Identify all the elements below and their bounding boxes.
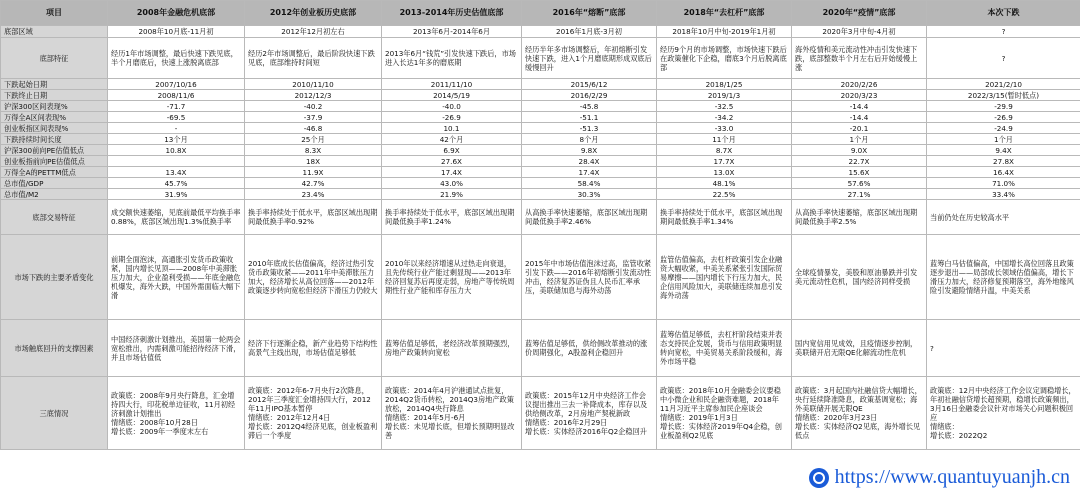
cell: -45.8: [522, 101, 657, 112]
row-label: 底部特征: [1, 38, 108, 79]
cell: 2020/2/26: [792, 79, 927, 90]
row-mcap-m2: [1, 189, 1080, 200]
cell: 58.4%: [522, 178, 657, 189]
cell: 42.7%: [245, 178, 382, 189]
cell: 27.6X: [382, 156, 522, 167]
cell: 政策底：3月起国内社融信贷大幅增长，央行延续降准降息，政策基调宽松；海外美联储开展无限QE 情绪底：2020年3月23日 增长底：实体经济Q2见底，海外增长见低点: [792, 377, 927, 450]
cell: 成交额快速萎缩，见底前最低平均换手率0.88%，底部区域出现1.3%低换手率: [108, 200, 245, 235]
cell: 2012年12月初左右: [245, 26, 382, 38]
header-item: 项目: [1, 1, 108, 26]
cell: 政策底：2012年6-7月央行2次降息，2012年三季度汇金增持四大行，2012年11月IPO基本暂停 情绪底：2012年12月4日 增长底：2012Q4经济见底，创业板盈利滞后一个季度: [245, 377, 382, 450]
row-label: 创业板指前向PE估值低点: [1, 156, 108, 167]
cell: -32.5: [657, 101, 792, 112]
cell: 17.4X: [522, 167, 657, 178]
row-label: 三底情况: [1, 377, 108, 450]
cell: -37.9: [245, 112, 382, 123]
cell: 从高换手率快速萎缩，底部区域出现期间最低换手率2.46%: [522, 200, 657, 235]
cell: 换手率持续处于低水平，底部区域出现期间最低换手率1.24%: [382, 200, 522, 235]
cell: ?: [927, 320, 1080, 377]
header-current: 本次下跌: [927, 1, 1080, 26]
header-2020: 2020年“疫情”底部: [792, 1, 927, 26]
cell: 2018/1/25: [657, 79, 792, 90]
cell: 2022/3/15(暂时低点): [927, 90, 1080, 101]
cell: 2018年10月中旬-2019年1月初: [657, 26, 792, 38]
cell: 45.7%: [108, 178, 245, 189]
header-2008: 2008年金融危机底部: [108, 1, 245, 26]
cell: 政策底：12月中央经济工作会议定调稳增长，年初社融信贷增长超预期，稳增长政策频出，3月16日金融委会议针对市场关心问题积极回应 情绪底： 增长底：2022Q2: [927, 377, 1080, 450]
row-bottom-features: [1, 38, 1080, 79]
row-hs300: [1, 101, 1080, 112]
cell: 1个月: [792, 134, 927, 145]
row-label: 总市值/GDP: [1, 178, 108, 189]
cell: -24.9: [927, 123, 1080, 134]
cell: 17.7X: [657, 156, 792, 167]
site-logo-icon: [809, 468, 829, 488]
row-chinext: [1, 123, 1080, 134]
cell: 2016/2/29: [522, 90, 657, 101]
row-label: 沪深300区间表现%: [1, 101, 108, 112]
cell: 2010年以来经济增速从过热走向衰退，且先传统行业产能过剩显现——2013年经济回复苏后再度走弱，房地产等传统周期性行业产能和库存压力大: [382, 235, 522, 320]
cell: 2008年10月底-11月初: [108, 26, 245, 38]
cell: 8个月: [522, 134, 657, 145]
cell: 2020年3月中旬-4月初: [792, 26, 927, 38]
cell: 政策底：2008年9月央行降息，汇金增持四大行，印花税单边征收，11月初经济刺激计划推出 情绪底：2008年10月28日 增长底：2009年一季度末左右: [108, 377, 245, 450]
cell: 17.4X: [382, 167, 522, 178]
cell: 9.4X: [927, 145, 1080, 156]
cell: 2015年中市场估值泡沫过高，监管收紧引发下跌——2016年初熔断引发流动性冲击，经济复苏证伪且人民币汇率承压，美联储加息与海外动荡: [522, 235, 657, 320]
cell: 2015/6/12: [522, 79, 657, 90]
row-three-bottoms: [1, 377, 1080, 450]
cell: 57.6%: [792, 178, 927, 189]
cell: 48.1%: [657, 178, 792, 189]
row-support-factors: [1, 320, 1080, 377]
row-label: 底部区域: [1, 26, 108, 38]
cell: -14.4: [792, 101, 927, 112]
cell: 经历半年多市场调整后，年初熔断引发快速下跌，进入1个月磨底期形成双底后缓慢回升: [522, 38, 657, 79]
header-2018: 2018年“去杠杆”底部: [657, 1, 792, 26]
cell: 当前仍处在历史较高水平: [927, 200, 1080, 235]
cell: -20.1: [792, 123, 927, 134]
cell: 25个月: [245, 134, 382, 145]
cell: 换手率持续处于低水平，底部区域出现期间最低换手率1.34%: [657, 200, 792, 235]
cell: 2013年6月-2014年6月: [382, 26, 522, 38]
cell: 6.9X: [382, 145, 522, 156]
header-2016: 2016年“熔断”底部: [522, 1, 657, 26]
row-label: 市场触底回升的支撑因素: [1, 320, 108, 377]
cell: 22.5%: [657, 189, 792, 200]
cell: -71.7: [108, 101, 245, 112]
cell: 13.4X: [108, 167, 245, 178]
cell: 31.9%: [108, 189, 245, 200]
cell: -46.8: [245, 123, 382, 134]
cell: ?: [927, 26, 1080, 38]
cell: 10.8X: [108, 145, 245, 156]
cell: 2020/3/23: [792, 90, 927, 101]
cell: 2013年6月“钱荒”引发快速下跌后，市场进入长达1年多的磨底期: [382, 38, 522, 79]
cell: 13.0X: [657, 167, 792, 178]
cell: 经历2年市场调整后，最后阶段快速下跌见底，底部维持时间短: [245, 38, 382, 79]
cell: 8.7X: [657, 145, 792, 156]
row-label: 下跌起始日期: [1, 79, 108, 90]
cell: 11.9X: [245, 167, 382, 178]
cell: 11个月: [657, 134, 792, 145]
cell: 换手率持续处于低水平，底部区域出现期间最低换手率0.92%: [245, 200, 382, 235]
cell: -51.1: [522, 112, 657, 123]
cell: 33.4%: [927, 189, 1080, 200]
row-duration: [1, 134, 1080, 145]
watermark: [805, 466, 1074, 489]
cell: 27.1%: [792, 189, 927, 200]
row-end-date: [1, 90, 1080, 101]
cell: 18X: [245, 156, 382, 167]
cell: 2012/12/3: [245, 90, 382, 101]
cell: 42个月: [382, 134, 522, 145]
row-label: 沪深300前向PE估值低点: [1, 145, 108, 156]
cell: 中国经济刺激计划推出，美国第一轮两会宽松推出，内需刺激可能招待经济下滑，并且市场估值低: [108, 320, 245, 377]
cell: 22.7X: [792, 156, 927, 167]
cell: 2010年底成长估值偏高，经济过热引发货币政策收紧——2011年中美滞胀压力加大，经济增长从高位回落——2012年政策逐步转向宽松但经济下滑压力仍较大: [245, 235, 382, 320]
cell: 10.1: [382, 123, 522, 134]
cell: 27.8X: [927, 156, 1080, 167]
row-label: 创业板指区间表现%: [1, 123, 108, 134]
cell: -29.9: [927, 101, 1080, 112]
cell: 监管估值偏高，去杠杆政策引发企业融资大幅收紧，中美关系紧张引发国际贸易摩擦——国内增长下行压力加大，民企信用风险加大，美联储连续加息引发海外动荡: [657, 235, 792, 320]
cell: 国内宽信用见成效，且疫情逐步控制，美联储开启无限QE化解流动性危机: [792, 320, 927, 377]
cell: ?: [927, 38, 1080, 79]
row-label: 下跌持续时间长度: [1, 134, 108, 145]
cell: 从高换手率快速萎缩，底部区域出现期间最低换手率2.5%: [792, 200, 927, 235]
row-trading-features: [1, 200, 1080, 235]
cell: -34.2: [657, 112, 792, 123]
cell: -26.9: [382, 112, 522, 123]
cell: 15.6X: [792, 167, 927, 178]
cell: 2019/1/3: [657, 90, 792, 101]
row-chinext-pe: [1, 156, 1080, 167]
cell: 蓝筹估值足够低，老经济改革预期强烈，房地产政策转向宽松: [382, 320, 522, 377]
row-label: 底部交易特征: [1, 200, 108, 235]
cell: 政策底：2015年12月中央经济工作会议提出推出三去一补降成本，库存以及供给侧改革，2月房地产契税新政 情绪底：2016年2月29日 增长底：实体经济2016年Q2企稳回升: [522, 377, 657, 450]
row-bottom-range: [1, 26, 1080, 38]
cell: 2007/10/16: [108, 79, 245, 90]
row-start-date: [1, 79, 1080, 90]
cell: 经历1年市场调整，最后快速下跌见底，半个月磨底后，快速上涨脱离底部: [108, 38, 245, 79]
cell: 政策底：2018年10月金融委会议要稳中小微企业和民企融资难题，2018年11月习近平主席参加民企座谈会 情绪底：2019年1月3日 增长底：实体经济2019年Q4企稳，创业板盈利Q2见底: [657, 377, 792, 450]
cell: -33.0: [657, 123, 792, 134]
cell: 9.8X: [522, 145, 657, 156]
cell: -51.3: [522, 123, 657, 134]
cell: 8.3X: [245, 145, 382, 156]
row-mcap-gdp: [1, 178, 1080, 189]
cell: 9.0X: [792, 145, 927, 156]
cell: 2010/11/10: [245, 79, 382, 90]
header-2013-2014: 2013-2014年历史估值底部: [382, 1, 522, 26]
cell: 蓝筹估值足够低，去杠杆阶段结束并表态支持民企发展，货币与信用政策明显转向宽松，中美贸易关系阶段缓和，海外市场平稳: [657, 320, 792, 377]
cell: 28.4X: [522, 156, 657, 167]
cell: 2016年1月底-3月初: [522, 26, 657, 38]
watermark-text: https://www.quantuyuanjh.cn: [834, 466, 1070, 488]
cell: 13个月: [108, 134, 245, 145]
cell: 全球疫情暴发，美股和原油暴跌并引发美元流动性危机，国内经济同样受损: [792, 235, 927, 320]
cell: 30.3%: [522, 189, 657, 200]
row-label: 下跌终止日期: [1, 90, 108, 101]
header-row: [1, 1, 1080, 26]
cell: 16.4X: [927, 167, 1080, 178]
cell: 43.0%: [382, 178, 522, 189]
row-wind-a: [1, 112, 1080, 123]
cell: 21.9%: [382, 189, 522, 200]
row-label: 万得全A的PETTM低点: [1, 167, 108, 178]
row-label: 总市值/M2: [1, 189, 108, 200]
row-wind-pettm: [1, 167, 1080, 178]
cell: -69.5: [108, 112, 245, 123]
cell: 经济下行逐渐企稳，新产业趋势下结构性高景气主线出现，市场估值足够低: [245, 320, 382, 377]
cell: 2021/2/10: [927, 79, 1080, 90]
cell: 1个月: [927, 134, 1080, 145]
cell: 23.4%: [245, 189, 382, 200]
cell: 71.0%: [927, 178, 1080, 189]
header-2012: 2012年创业板历史底部: [245, 1, 382, 26]
cell: 前期全面泡沫，高通胀引发货币政策收紧，国内增长见顶——2008年中美滞胀压力加大，企业盈利受损——年底金融危机爆发，海外大跌，中国外需面临大幅下滑: [108, 235, 245, 320]
cell: 2008/11/6: [108, 90, 245, 101]
cell: 经历9个月的市场调整，市场快速下跌后在政策催化下企稳，磨底3个月后脱离底部: [657, 38, 792, 79]
cell: 海外疫情和美元流动性冲击引发快速下跌，底部整数半个月左右后开始缓慢上涨: [792, 38, 927, 79]
cell: 2014/5/19: [382, 90, 522, 101]
cell: [108, 156, 245, 167]
cell: -40.0: [382, 101, 522, 112]
cell: 蓝筹估值足够低，供给侧改革推动的涨价周期强化，A股盈利企稳回升: [522, 320, 657, 377]
row-hs300-pe: [1, 145, 1080, 156]
cell: -26.9: [927, 112, 1080, 123]
row-label: 市场下跌的主要矛盾变化: [1, 235, 108, 320]
cell: -40.2: [245, 101, 382, 112]
cell: -: [108, 123, 245, 134]
row-label: 万得全A区间表现%: [1, 112, 108, 123]
cell: 政策底：2014年4月沪港通试点批复，2014Q2货币转松，2014Q3房地产政策放松，2014Q4央行降息 情绪底：2014年5月-6月 增长底：未见增长底，但增长预期明显改善: [382, 377, 522, 450]
row-contradictions: [1, 235, 1080, 320]
cell: 2011/11/10: [382, 79, 522, 90]
cell: 蓝筹白马估值偏高，中国增长高位回落且政策逐步退出——局部成长领域估值偏高，增长下滑压力加大，经济修复预期落空，海外地缘风险引发避险情绪升温，中美关系: [927, 235, 1080, 320]
cell: -14.4: [792, 112, 927, 123]
